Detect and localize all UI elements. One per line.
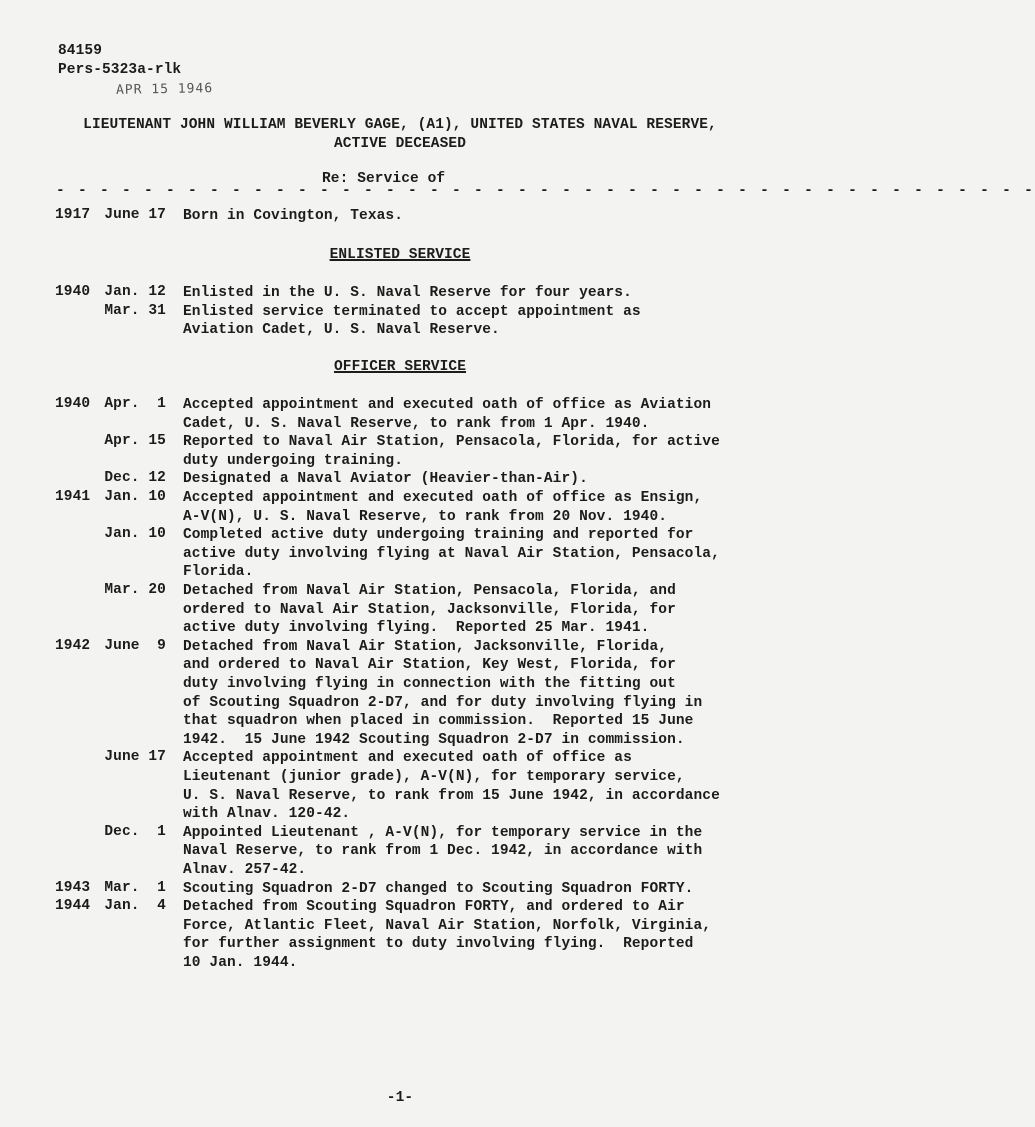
entry-date: Jan. 10	[104, 526, 166, 543]
entry-text-line: duty involving flying in connection with the fitting out	[183, 675, 676, 692]
enlisted-service-heading: ENLISTED SERVICE	[329, 247, 471, 263]
entry-text-line: that squadron when placed in commission. Reported 15 June	[183, 713, 694, 730]
entry-year: 1940	[55, 284, 91, 300]
entry-text-line: Naval Reserve, to rank from 1 Dec. 1942, in accordance with	[183, 843, 703, 860]
date-stamp: APR 15 1946	[115, 81, 214, 98]
entry-text-line: Alnav. 257-42.	[183, 861, 307, 878]
page-number: -1-	[386, 1090, 414, 1106]
entry-text	[183, 433, 763, 470]
entry-text-line: active duty involving flying. Reported 25 Mar. 1941.	[183, 620, 650, 637]
entry-text-line: Accepted appointment and executed oath of office as Ensign,	[183, 490, 703, 506]
entry-year: 1943	[55, 879, 91, 896]
entry-date: Apr. 15	[104, 433, 166, 450]
document-title	[0, 116, 800, 154]
entry-text	[183, 898, 763, 972]
entry-text	[183, 526, 763, 582]
entry-year: 1917	[55, 207, 91, 223]
entry-date: Jan. 4	[104, 898, 166, 915]
entry-text-line: Scouting Squadron 2-D7 changed to Scouting Squadron FORTY.	[183, 880, 694, 897]
entry-year: 1944	[55, 898, 91, 915]
entry-text	[183, 638, 763, 750]
entry-year: 1942	[55, 637, 91, 654]
entry-text-line: Cadet, U. S. Naval Reserve, to rank from 1 Apr. 1940.	[183, 415, 650, 432]
entry-year: 1941	[55, 489, 91, 505]
entry-text-line: of Scouting Squadron 2-D7, and for duty involving flying in	[183, 694, 703, 711]
title-line-1: LIEUTENANT JOHN WILLIAM BEVERLY GAGE, (A1), UNITED STATES NAVAL RESERVE,	[83, 117, 717, 133]
entry-text-line: Accepted appointment and executed oath of office as	[183, 750, 632, 767]
entry-text	[183, 489, 763, 526]
entry-text-line: Lieutenant (junior grade), A-V(N), for temporary service,	[183, 768, 685, 785]
entry-text-line: duty undergoing training.	[183, 452, 404, 469]
title-line-2: ACTIVE DECEASED	[333, 136, 467, 152]
entry-date: June 9	[104, 637, 166, 654]
entry-text	[183, 470, 763, 489]
entry-text-line: 10 Jan. 1944.	[183, 954, 298, 971]
file-number: 84159	[58, 43, 103, 59]
entry-date: Dec. 1	[104, 823, 166, 840]
entry-date: Apr. 1	[104, 396, 166, 412]
entry-text-line: A-V(N), U. S. Naval Reserve, to rank from 20 Nov. 1940.	[183, 508, 668, 525]
entry-date: Mar. 1	[104, 879, 166, 896]
entry-text-line: active duty involving flying at Naval Air Station, Pensacola,	[183, 545, 720, 562]
entry-text	[183, 396, 763, 433]
entry-date: Jan. 12	[104, 284, 166, 300]
entry-text-line: Aviation Cadet, U. S. Naval Reserve.	[183, 322, 500, 339]
entry-date: Dec. 12	[104, 470, 166, 487]
entry-date: Mar. 31	[104, 302, 166, 319]
entry-text	[183, 824, 763, 880]
entry-text-line: Enlisted in the U. S. Naval Reserve for four years.	[183, 285, 632, 301]
entry-text	[183, 880, 763, 899]
entry-text-line: Enlisted service terminated to accept appointment as	[183, 303, 641, 320]
entry-date: June 17	[104, 749, 166, 766]
entry-date: Jan. 10	[104, 489, 166, 505]
entry-text-line: Appointed Lieutenant , A-V(N), for temporary service in the	[183, 824, 703, 841]
subject-line: Re: Service of	[322, 171, 446, 187]
entry-text-line: Florida.	[183, 564, 254, 581]
entry-date: Mar. 20	[104, 582, 166, 598]
entry-text-line: Detached from Naval Air Station, Pensacola, Florida, and	[183, 583, 676, 599]
entry-text	[183, 749, 763, 823]
entry-text-line: with Alnav. 120-42.	[183, 806, 351, 823]
entry-text-line: U. S. Naval Reserve, to rank from 15 June 1942, in accordance	[183, 787, 720, 804]
entry-text	[183, 284, 763, 303]
dashed-divider: - - - - - - - - - - - - - - - - - - - - - - - - - - - - - - - - - - - - - - - - - - - - -	[56, 183, 1035, 199]
entry-text-line: Reported to Naval Air Station, Pensacola, Florida, for active	[183, 434, 720, 451]
officer-service-heading: OFFICER SERVICE	[333, 359, 467, 375]
entry-text-line: Force, Atlantic Fleet, Naval Air Station, Norfolk, Virginia,	[183, 917, 712, 934]
entry-text	[183, 582, 763, 638]
entry-text-line: 1942. 15 June 1942 Scouting Squadron 2-D7 in commission.	[183, 731, 685, 748]
reference-code: Pers-5323a-rlk	[58, 62, 182, 78]
entry-text-line: ordered to Naval Air Station, Jacksonville, Florida, for	[183, 601, 676, 618]
entry-text-line: Completed active duty undergoing training and reported for	[183, 527, 694, 544]
entry-text-line: Detached from Naval Air Station, Jacksonville, Florida,	[183, 638, 668, 655]
entry-date: June 17	[104, 207, 166, 223]
entry-text-line: Accepted appointment and executed oath of office as Aviation	[183, 397, 712, 413]
entry-text	[183, 303, 763, 340]
entry-text-line: Designated a Naval Aviator (Heavier-than-Air).	[183, 471, 588, 488]
entry-text: Born in Covington, Texas.	[183, 208, 404, 224]
entry-text-line: and ordered to Naval Air Station, Key West, Florida, for	[183, 657, 676, 674]
entry-year: 1940	[55, 396, 91, 412]
entry-text-line: Detached from Scouting Squadron FORTY, and ordered to Air	[183, 899, 685, 916]
entry-text-line: for further assignment to duty involving flying. Reported	[183, 936, 694, 953]
